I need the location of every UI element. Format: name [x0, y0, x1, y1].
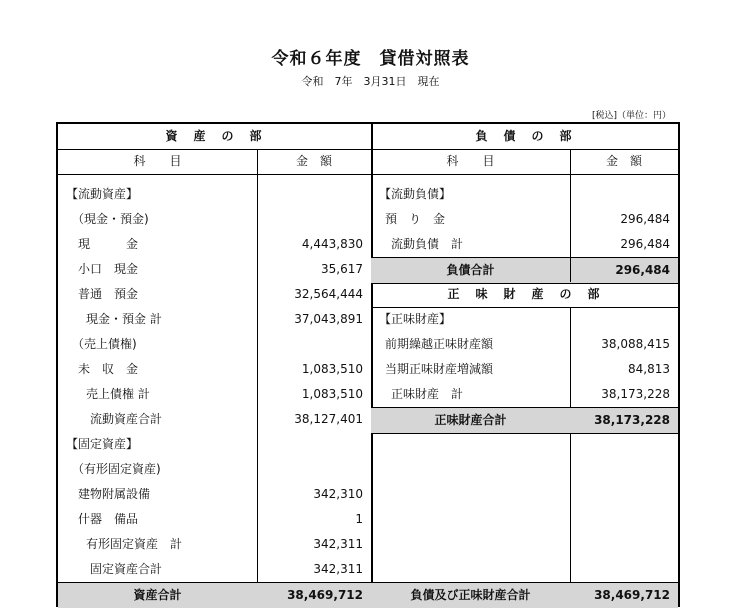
assets-header-label: 資 産 の 部 [165, 129, 264, 143]
row-label: 流動資産合計 [90, 412, 163, 426]
row-label: 小口 現金 [78, 262, 139, 276]
row-amount: 38,127,401 [294, 412, 363, 426]
table-row [58, 182, 371, 207]
row-label: 売上債権 計 [86, 387, 150, 401]
row-amount: 1 [355, 512, 363, 526]
row-amount: 84,813 [628, 362, 670, 376]
liab-total-divider [570, 257, 571, 282]
row-label: 前期繰越正味財産額 [385, 337, 494, 351]
liabilities-col-amount: 金 額 [605, 154, 642, 168]
liabilities-total-amount: 296,484 [615, 263, 670, 277]
row-label: （現金・預金) [72, 212, 149, 226]
table-row [371, 182, 678, 207]
unit-note: [税込]（単位：円） [591, 111, 671, 121]
table-row [58, 357, 371, 382]
table-row [58, 482, 371, 507]
grand-total-label: 負債及び正味財産合計 [410, 588, 531, 602]
row-label: 【正味財産】 [379, 312, 452, 326]
assets-header [58, 124, 371, 150]
row-amount [570, 307, 670, 332]
table-row [58, 207, 371, 232]
table-row [371, 332, 678, 357]
table-row [58, 407, 371, 432]
table-row [58, 382, 371, 407]
balance-sheet-table [56, 122, 680, 607]
assets-col-amount: 金 額 [295, 154, 332, 168]
net-assets-header [371, 282, 678, 308]
row-label: （有形固定資産) [72, 462, 161, 476]
table-row [371, 207, 678, 232]
table-row [58, 282, 371, 307]
grand-total-row [371, 582, 678, 608]
assets-column-header [58, 149, 371, 175]
assets-total-amount: 38,469,712 [287, 588, 363, 602]
row-amount: 32,564,444 [294, 287, 363, 301]
row-label: 有形固定資産 計 [86, 537, 183, 551]
liabilities-col-item: 科 目 [446, 154, 495, 168]
row-label: 正味財産 計 [391, 387, 464, 401]
row-amount [257, 432, 363, 457]
row-label: 預 り 金 [385, 212, 446, 226]
net-assets-total-row [371, 407, 678, 434]
assets-total-row [58, 582, 371, 608]
row-amount [257, 332, 363, 357]
row-label: 【流動負債】 [379, 187, 452, 201]
table-row [371, 307, 678, 332]
row-label: 【流動資産】 [66, 187, 139, 201]
net-assets-header-label: 正 味 財 産 の 部 [447, 287, 602, 301]
table-row [58, 507, 371, 532]
grand-total-amount: 38,469,712 [594, 588, 670, 602]
row-amount: 342,310 [313, 487, 363, 501]
table-row [58, 532, 371, 557]
liabilities-header-label: 負 債 の 部 [475, 129, 574, 143]
table-row [371, 382, 678, 407]
table-row [58, 557, 371, 582]
row-amount [257, 457, 363, 482]
table-row [371, 232, 678, 257]
table-row [58, 332, 371, 357]
liabilities-section [371, 124, 678, 605]
document-date: 令和 7年 3月31日 現在 [301, 75, 440, 88]
row-amount [257, 182, 363, 207]
row-label: 未 収 金 [78, 362, 139, 376]
row-amount: 38,088,415 [601, 337, 670, 351]
row-label: 固定資産合計 [90, 562, 163, 576]
row-amount: 1,083,510 [301, 387, 363, 401]
row-label: 普通 預金 [78, 287, 139, 301]
table-row [58, 432, 371, 457]
row-amount: 4,443,830 [301, 237, 363, 251]
row-amount: 342,311 [313, 562, 363, 576]
row-label: 流動負債 計 [391, 237, 464, 251]
net-assets-total-label: 正味財産合計 [434, 413, 507, 427]
table-row [58, 307, 371, 332]
row-amount: 296,484 [620, 212, 670, 226]
row-label: 建物附属設備 [78, 487, 151, 501]
assets-col-item: 科 目 [133, 154, 182, 168]
row-label: 当期正味財産増減額 [385, 362, 494, 376]
liabilities-header [371, 124, 678, 150]
table-row [58, 457, 371, 482]
row-amount [257, 207, 363, 232]
table-row [58, 257, 371, 282]
row-amount: 1,083,510 [301, 362, 363, 376]
row-amount: 37,043,891 [294, 312, 363, 326]
row-amount [570, 182, 670, 207]
net-assets-total-amount: 38,173,228 [594, 413, 670, 427]
document-title: 令和６年度 貸借対照表 [271, 49, 470, 69]
assets-section [58, 124, 373, 605]
row-label: （売上債権) [72, 337, 137, 351]
row-label: 【固定資産】 [66, 437, 139, 451]
liabilities-total-label: 負債合計 [446, 263, 495, 277]
row-amount: 296,484 [620, 237, 670, 251]
liabilities-column-header [371, 149, 678, 175]
row-label: 現金・預金 計 [86, 312, 162, 326]
table-row [58, 232, 371, 257]
row-amount: 342,311 [313, 537, 363, 551]
row-label: 現 金 [78, 237, 139, 251]
row-amount: 38,173,228 [601, 387, 670, 401]
assets-total-label: 資産合計 [133, 588, 182, 602]
row-amount: 35,617 [321, 262, 363, 276]
table-row [371, 357, 678, 382]
row-label: 什器 備品 [78, 512, 139, 526]
liabilities-total-row [371, 257, 678, 284]
